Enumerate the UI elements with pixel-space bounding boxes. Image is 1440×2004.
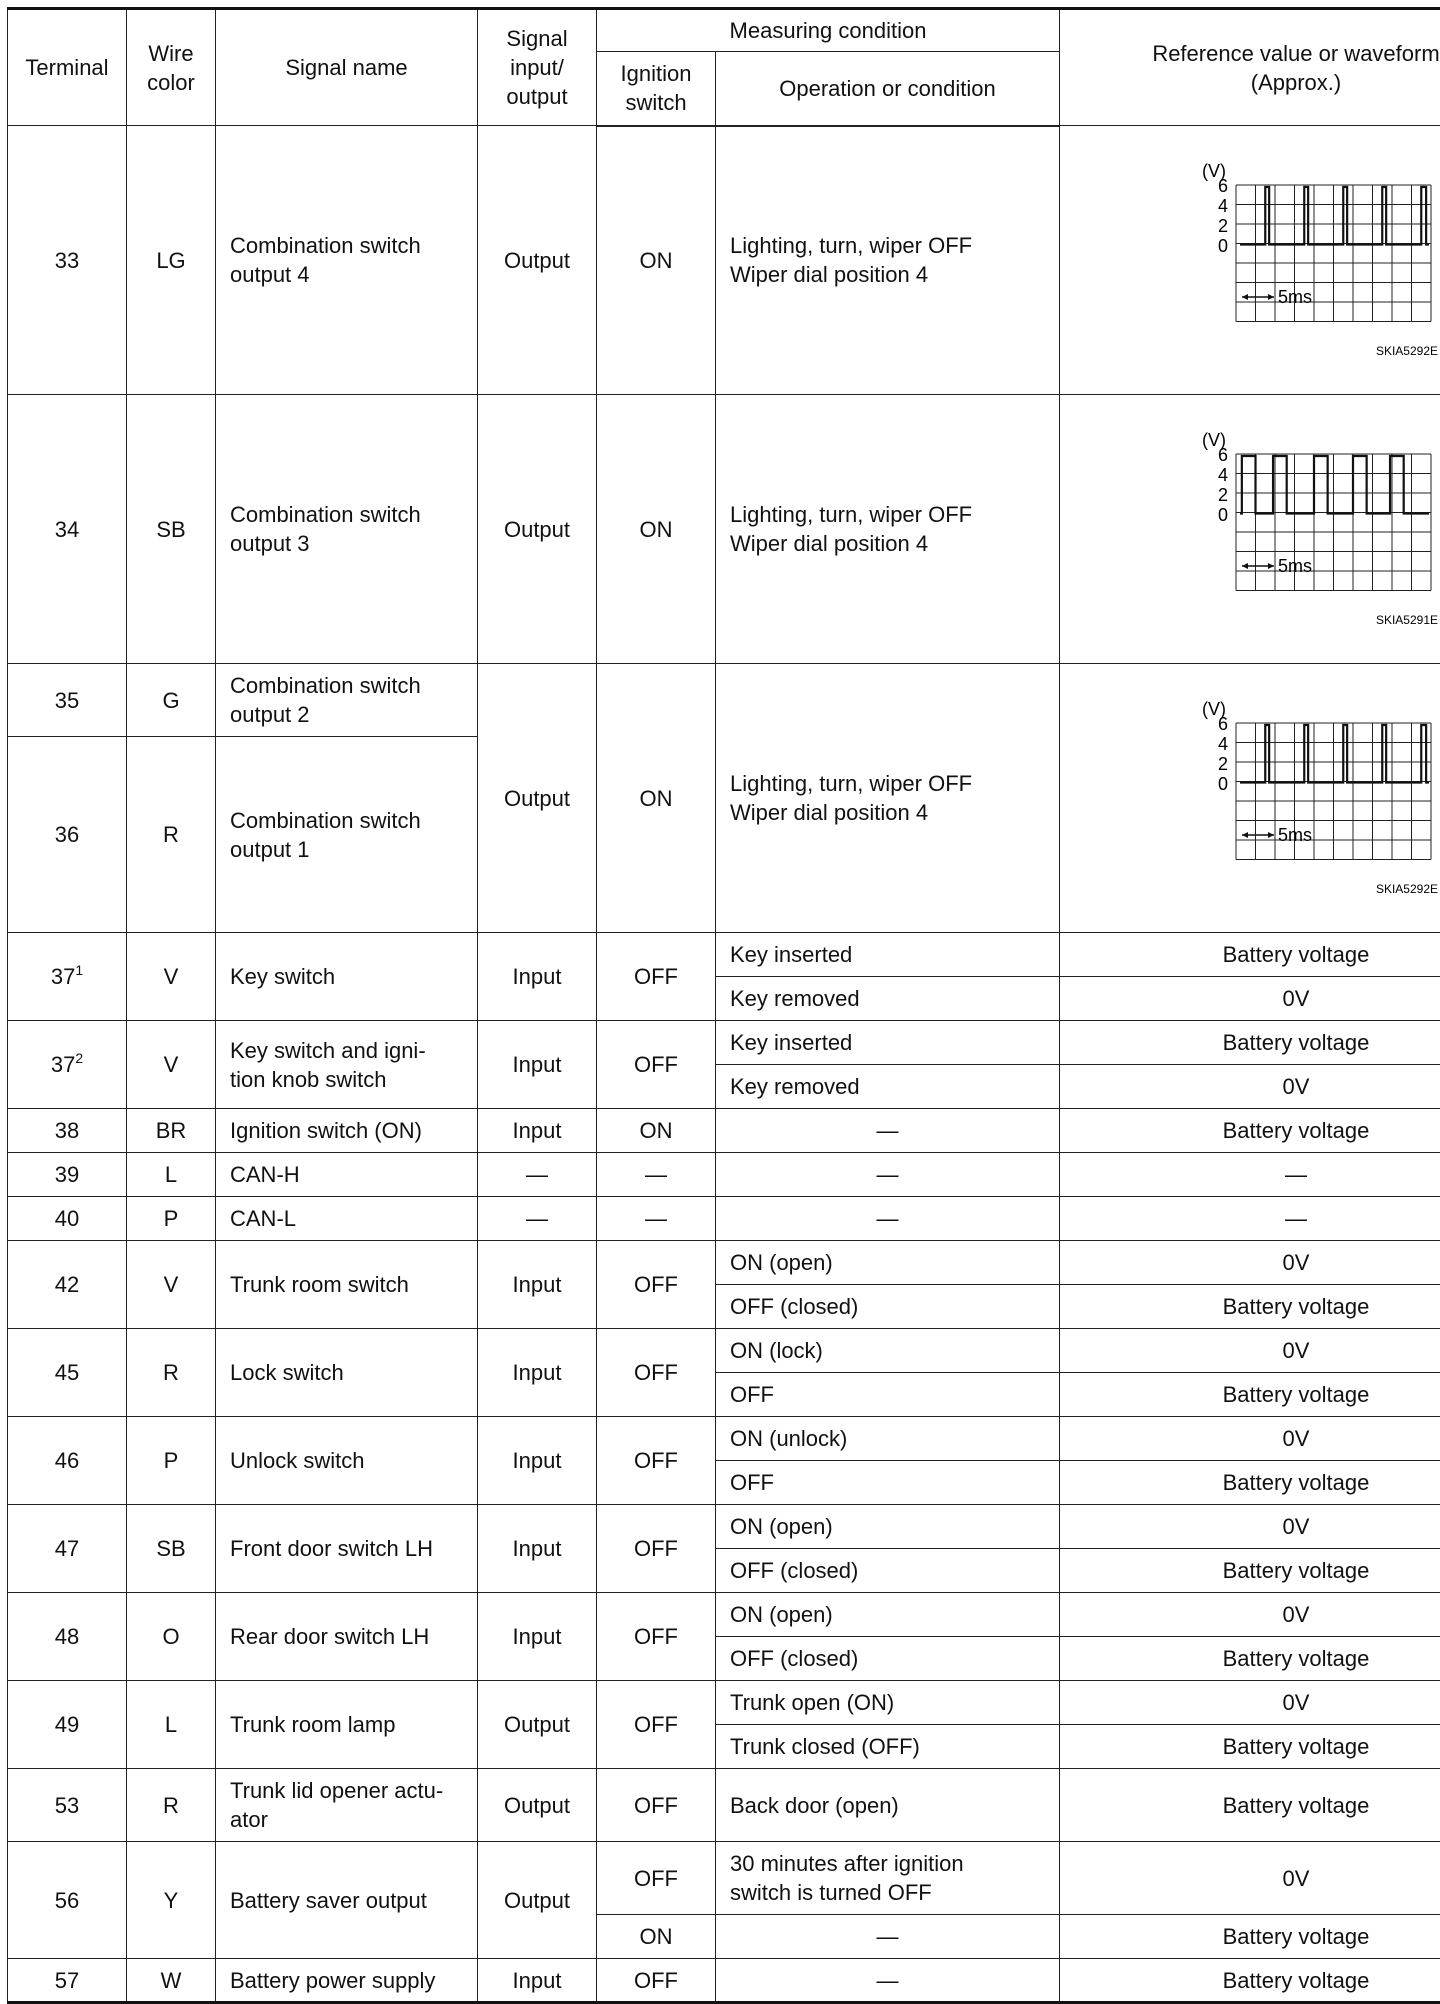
reference-cell: 0V [1060, 1241, 1440, 1285]
waveform-tick: 4 [1218, 196, 1228, 216]
waveform-trace [1240, 456, 1429, 514]
wire-color-cell: LG [127, 126, 216, 395]
reference-cell: 0V [1060, 1842, 1440, 1915]
terminal-cell: 48 [8, 1593, 127, 1681]
signal-name-cell: Unlock switch [216, 1417, 478, 1505]
time-scale-label: 5ms [1278, 556, 1312, 576]
reference-cell: 0V [1060, 1681, 1440, 1725]
signal-io-cell: Output [478, 1842, 597, 1959]
reference-cell: Battery voltage [1060, 1959, 1440, 2003]
operation-cell [716, 1842, 1060, 1915]
waveform-tick: 6 [1218, 176, 1228, 196]
footnote-marker: 1 [75, 962, 83, 978]
table-row [8, 1842, 1440, 1915]
terminal-cell: 38 [8, 1109, 127, 1153]
reference-cell: 0V [1060, 1593, 1440, 1637]
signal-name-cell [216, 737, 478, 933]
reference-cell: Battery voltage [1060, 1021, 1440, 1065]
operation-cell: Key removed [716, 977, 1060, 1021]
waveform-cell [1060, 664, 1440, 933]
ignition-cell: OFF [597, 1505, 716, 1593]
table-row [8, 1769, 1440, 1842]
header-reference [1060, 9, 1440, 126]
header-reference-label: Reference value or waveform (Approx.) [1136, 39, 1440, 97]
table-row [8, 1593, 1440, 1637]
terminal-cell: 57 [8, 1959, 127, 2003]
reference-cell: Battery voltage [1060, 1549, 1440, 1593]
table-row [8, 933, 1440, 977]
reference-cell: Battery voltage [1060, 1109, 1440, 1153]
wire-color-cell: G [127, 664, 216, 737]
signal-io-cell: Input [478, 1021, 597, 1109]
operation-cell: — [716, 1197, 1060, 1241]
reference-cell: 0V [1060, 977, 1440, 1021]
header-wire-color [127, 9, 216, 126]
ignition-cell: OFF [597, 1959, 716, 2003]
operation-cell: ON (open) [716, 1505, 1060, 1549]
operation-cell: OFF [716, 1461, 1060, 1505]
ignition-cell: OFF [597, 1681, 716, 1769]
signal-name-cell [216, 1769, 478, 1842]
signal-name-cell [216, 1021, 478, 1109]
signal-io-cell: Output [478, 126, 597, 395]
time-scale-label: 5ms [1278, 287, 1312, 307]
waveform-unit: (V) [1202, 430, 1226, 450]
terminal-cell: 39 [8, 1153, 127, 1197]
wire-color-cell: L [127, 1153, 216, 1197]
reference-cell: 0V [1060, 1417, 1440, 1461]
operation-cell: Back door (open) [716, 1769, 1060, 1842]
time-scale-marker [1242, 563, 1274, 569]
wire-color-cell: P [127, 1197, 216, 1241]
wire-color-cell: W [127, 1959, 216, 2003]
signal-name-text: Trunk lid opener actu- ator [230, 1776, 445, 1834]
table-body [8, 126, 1440, 2003]
operation-cell: ON (open) [716, 1241, 1060, 1285]
table-row [8, 1329, 1440, 1373]
reference-cell: Battery voltage [1060, 1285, 1440, 1329]
ignition-cell: ON [597, 664, 716, 933]
terminal-cell [8, 1021, 127, 1109]
operation-text: 30 minutes after ignition switch is turned OFF [730, 1849, 1000, 1907]
signal-name-cell: Battery saver output [216, 1842, 478, 1959]
signal-name-cell: CAN-H [216, 1153, 478, 1197]
ignition-cell: ON [597, 1109, 716, 1153]
signal-io-cell: Input [478, 1505, 597, 1593]
reference-cell: 0V [1060, 1329, 1440, 1373]
operation-cell: Trunk open (ON) [716, 1681, 1060, 1725]
header-ignition-switch-label: Ignition switch [611, 59, 701, 117]
signal-name-cell: Rear door switch LH [216, 1593, 478, 1681]
terminal-cell: 56 [8, 1842, 127, 1959]
footnote-marker: 2 [75, 1050, 83, 1066]
waveform-trace [1240, 725, 1429, 783]
header-signal-name: Signal name [216, 9, 478, 126]
signal-io-cell: Output [478, 1681, 597, 1769]
operation-text: Lighting, turn, wiper OFF Wiper dial position 4 [730, 769, 1020, 827]
operation-cell: — [716, 1959, 1060, 2003]
reference-cell: Battery voltage [1060, 1461, 1440, 1505]
operation-cell: OFF [716, 1373, 1060, 1417]
table-header [8, 9, 1440, 126]
signal-name-cell: Battery power supply [216, 1959, 478, 2003]
signal-io-cell: — [478, 1197, 597, 1241]
reference-cell: Battery voltage [1060, 1769, 1440, 1842]
waveform-cell [1060, 395, 1440, 664]
reference-cell: 0V [1060, 1065, 1440, 1109]
terminal-cell: 33 [8, 126, 127, 395]
waveform-tick: 2 [1218, 216, 1228, 236]
signal-io-cell: Output [478, 1769, 597, 1842]
signal-name-text: Combination switch output 1 [230, 806, 445, 864]
signal-io-cell: Input [478, 1241, 597, 1329]
table-row [8, 395, 1440, 664]
operation-cell: — [716, 1109, 1060, 1153]
terminal-cell: 36 [8, 737, 127, 933]
operation-cell: Trunk closed (OFF) [716, 1725, 1060, 1769]
waveform-tick: 2 [1218, 754, 1228, 774]
waveform-tick: 0 [1218, 774, 1228, 794]
signal-io-cell: Input [478, 933, 597, 1021]
wire-color-cell: BR [127, 1109, 216, 1153]
operation-cell: ON (unlock) [716, 1417, 1060, 1461]
waveform-tick: 2 [1218, 485, 1228, 505]
operation-cell: — [716, 1153, 1060, 1197]
waveform-cell [1060, 126, 1440, 395]
wire-color-cell: L [127, 1681, 216, 1769]
terminal-cell: 45 [8, 1329, 127, 1417]
terminal-cell: 53 [8, 1769, 127, 1842]
header-terminal: Terminal [8, 9, 127, 126]
signal-name-text: Combination switch output 3 [230, 500, 445, 558]
signal-name-cell [216, 126, 478, 395]
waveform-tick: 6 [1218, 445, 1228, 465]
signal-name-text: Combination switch output 4 [230, 231, 445, 289]
table-row [8, 1153, 1440, 1197]
operation-cell: Key inserted [716, 1021, 1060, 1065]
terminal-cell: 40 [8, 1197, 127, 1241]
signal-name-cell: Front door switch LH [216, 1505, 478, 1593]
waveform-tick: 0 [1218, 505, 1228, 525]
time-scale-marker [1242, 294, 1274, 300]
table-row [8, 1417, 1440, 1461]
ignition-cell: OFF [597, 1241, 716, 1329]
ignition-cell: OFF [597, 1769, 716, 1842]
terminal-cell [8, 933, 127, 1021]
wire-color-cell: R [127, 1769, 216, 1842]
signal-io-cell: — [478, 1153, 597, 1197]
reference-cell: Battery voltage [1060, 933, 1440, 977]
terminal-cell: 42 [8, 1241, 127, 1329]
wire-color-cell: V [127, 1241, 216, 1329]
waveform-tick: 4 [1218, 734, 1228, 754]
header-wire-color-label: Wire color [141, 39, 201, 97]
waveform-unit: (V) [1202, 161, 1226, 181]
waveform-tick: 0 [1218, 236, 1228, 256]
reference-cell: Battery voltage [1060, 1915, 1440, 1959]
signal-io-cell: Input [478, 1109, 597, 1153]
figure-code: SKIA5291E [1376, 613, 1438, 627]
signal-io-cell: Output [478, 395, 597, 664]
reference-cell: Battery voltage [1060, 1373, 1440, 1417]
ignition-cell: OFF [597, 1593, 716, 1681]
operation-cell: — [716, 1915, 1060, 1959]
table-row [8, 1959, 1440, 2003]
table-row [8, 664, 1440, 737]
signal-name-cell: Trunk room switch [216, 1241, 478, 1329]
reference-cell: Battery voltage [1060, 1637, 1440, 1681]
signal-name-cell: Lock switch [216, 1329, 478, 1417]
signal-io-cell: Output [478, 664, 597, 933]
signal-name-cell: Key switch [216, 933, 478, 1021]
reference-cell: — [1060, 1197, 1440, 1241]
ignition-cell: ON [597, 395, 716, 664]
operation-text: Lighting, turn, wiper OFF Wiper dial position 4 [730, 500, 1020, 558]
header-measuring-condition: Measuring condition [597, 9, 1060, 52]
wire-color-cell: R [127, 1329, 216, 1417]
signal-name-cell: Trunk room lamp [216, 1681, 478, 1769]
waveform-tick: 6 [1218, 714, 1228, 734]
signal-io-cell: Input [478, 1329, 597, 1417]
waveform-unit: (V) [1202, 699, 1226, 719]
header-operation: Operation or condition [716, 52, 1060, 126]
reference-cell: — [1060, 1153, 1440, 1197]
reference-cell: Battery voltage [1060, 1725, 1440, 1769]
time-scale-marker [1242, 832, 1274, 838]
ignition-cell: OFF [597, 1021, 716, 1109]
waveform-graph [1146, 155, 1440, 365]
signal-name-cell [216, 664, 478, 737]
signal-io-cell: Input [478, 1417, 597, 1505]
wire-color-cell: V [127, 1021, 216, 1109]
waveform-tick: 4 [1218, 465, 1228, 485]
operation-cell: OFF (closed) [716, 1637, 1060, 1681]
terminal-number: 37 [51, 964, 75, 989]
header-ignition-switch [597, 52, 716, 126]
ignition-cell: OFF [597, 1329, 716, 1417]
operation-cell [716, 664, 1060, 933]
table-row [8, 1241, 1440, 1285]
header-signal-io-label: Signal input/ output [501, 24, 573, 111]
table-row [8, 1681, 1440, 1725]
signal-name-cell [216, 395, 478, 664]
table-row [8, 1021, 1440, 1065]
wire-color-cell: SB [127, 1505, 216, 1593]
wire-color-cell: SB [127, 395, 216, 664]
waveform-trace [1240, 187, 1429, 245]
waveform-grid [1236, 454, 1431, 591]
operation-cell: Key inserted [716, 933, 1060, 977]
waveform-graph [1146, 693, 1440, 903]
figure-code: SKIA5292E [1376, 882, 1438, 896]
signal-io-cell: Input [478, 1593, 597, 1681]
terminal-cell: 49 [8, 1681, 127, 1769]
ignition-cell: OFF [597, 1842, 716, 1915]
operation-cell: ON (lock) [716, 1329, 1060, 1373]
signal-io-cell: Input [478, 1959, 597, 2003]
signal-name-text: Key switch and igni- tion knob switch [230, 1036, 445, 1094]
terminal-cell: 35 [8, 664, 127, 737]
terminal-cell: 46 [8, 1417, 127, 1505]
wire-color-cell: V [127, 933, 216, 1021]
reference-cell: 0V [1060, 1505, 1440, 1549]
header-signal-io [478, 9, 597, 126]
wire-color-cell: Y [127, 1842, 216, 1959]
ignition-cell: ON [597, 1915, 716, 1959]
table-row [8, 126, 1440, 395]
ignition-cell: — [597, 1153, 716, 1197]
operation-cell: OFF (closed) [716, 1285, 1060, 1329]
wire-color-cell: O [127, 1593, 216, 1681]
ignition-cell: — [597, 1197, 716, 1241]
operation-cell: ON (open) [716, 1593, 1060, 1637]
table-row [8, 1197, 1440, 1241]
operation-cell [716, 395, 1060, 664]
table-row [8, 1505, 1440, 1549]
operation-cell [716, 126, 1060, 395]
ignition-cell: OFF [597, 1417, 716, 1505]
signal-name-cell: Ignition switch (ON) [216, 1109, 478, 1153]
signal-name-text: Combination switch output 2 [230, 671, 445, 729]
ignition-cell: OFF [597, 933, 716, 1021]
terminal-cell: 47 [8, 1505, 127, 1593]
time-scale-label: 5ms [1278, 825, 1312, 845]
table-row [8, 1109, 1440, 1153]
terminal-number: 37 [51, 1052, 75, 1077]
terminal-cell: 34 [8, 395, 127, 664]
ignition-cell: ON [597, 126, 716, 395]
terminal-reference-table [7, 7, 1440, 2004]
signal-name-cell: CAN-L [216, 1197, 478, 1241]
operation-cell: Key removed [716, 1065, 1060, 1109]
figure-code: SKIA5292E [1376, 344, 1438, 358]
wire-color-cell: R [127, 737, 216, 933]
operation-cell: OFF (closed) [716, 1549, 1060, 1593]
operation-text: Lighting, turn, wiper OFF Wiper dial position 4 [730, 231, 1020, 289]
waveform-graph [1146, 424, 1440, 634]
wire-color-cell: P [127, 1417, 216, 1505]
